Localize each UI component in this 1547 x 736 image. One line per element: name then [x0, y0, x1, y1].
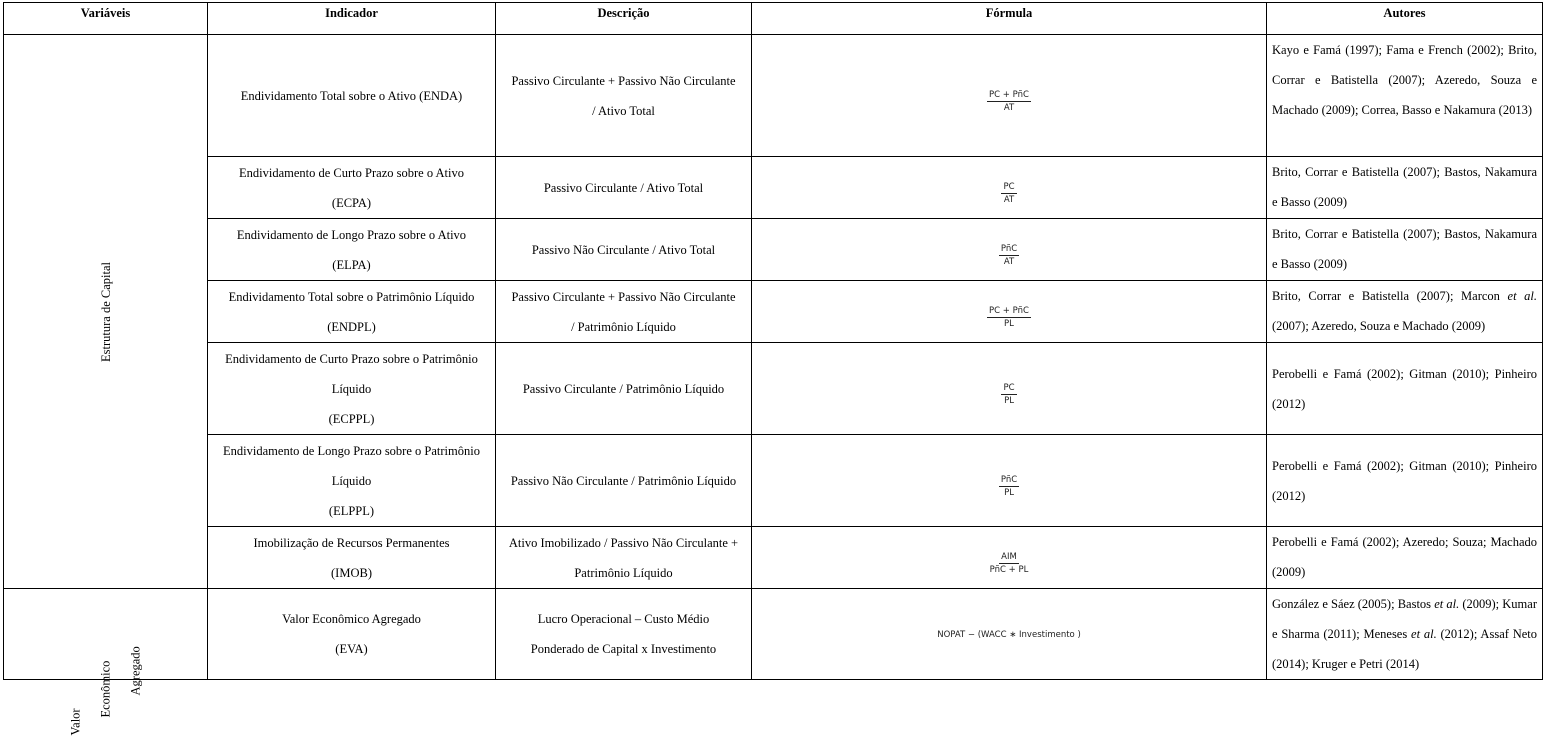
table-row — [4, 343, 1543, 435]
indicador-cell: Valor Econômico Agregado (EVA) — [208, 589, 496, 680]
table-row — [4, 435, 1543, 527]
header-autores: Autores — [1267, 3, 1543, 35]
autores-cell: González e Sáez (2005); Bastos et al. (2009); Kumar e Sharma (2011); Meneses et al. (2012); Assaf Neto (2014); Kruger e Petri (2014) — [1267, 589, 1543, 680]
descricao-cell: Passivo Circulante + Passivo Não Circulante / Ativo Total — [496, 35, 752, 157]
formula-cell — [752, 157, 1267, 219]
group-label: Estrutura de Capital — [98, 261, 113, 362]
indicador-cell: Endividamento de Curto Prazo sobre o Patrimônio Líquido (ECPPL) — [208, 343, 496, 435]
fraction: $\frac{\text{PC + PñC}}{AT}$ — [989, 89, 1029, 113]
fraction: $\frac{\text{AIM}}{\text{PñC + PL}}$ — [989, 551, 1029, 575]
formula-cell — [752, 527, 1267, 589]
table-row — [4, 157, 1543, 219]
formula-cell — [752, 589, 1267, 680]
fraction: $\frac{PC}{PL}$ — [1003, 382, 1015, 406]
header-variaveis: Variáveis — [4, 3, 208, 35]
header-indicador: Indicador — [208, 3, 496, 35]
indicador-cell: Endividamento Total sobre o Patrimônio Líquido (ENDPL) — [208, 281, 496, 343]
fraction: $\frac{\text{PC + PñC}}{PL}$ — [989, 305, 1029, 329]
formula-cell — [752, 219, 1267, 281]
fraction: $\frac{\text{PñC}}{PL}$ — [1000, 474, 1018, 498]
eva-formula: NOPAT − (WACC ∗ Investimento ) — [937, 630, 1081, 640]
variables-table — [3, 2, 1543, 736]
group-estrutura-capital — [4, 35, 208, 589]
table-row — [4, 219, 1543, 281]
formula-cell — [752, 343, 1267, 435]
descricao-cell: Lucro Operacional – Custo Médio Ponderado de Capital x Investimento — [496, 589, 752, 680]
indicador-cell: Endividamento Total sobre o Ativo (ENDA) — [208, 35, 496, 157]
formula-cell — [752, 435, 1267, 527]
descricao-cell: Passivo Circulante + Passivo Não Circulante / Patrimônio Líquido — [496, 281, 752, 343]
indicador-cell: Endividamento de Curto Prazo sobre o Ativo (ECPA) — [208, 157, 496, 219]
group-label: Valor Econômico Agregado — [68, 646, 143, 736]
autores-cell: Brito, Corrar e Batistella (2007); Bastos, Nakamura e Basso (2009) — [1267, 157, 1543, 219]
autores-cell: Perobelli e Famá (2002); Azeredo; Souza; Machado (2009) — [1267, 527, 1543, 589]
formula-cell — [752, 281, 1267, 343]
header-row — [4, 3, 1543, 35]
indicador-cell: Imobilização de Recursos Permanentes (IMOB) — [208, 527, 496, 589]
descricao-cell: Passivo Circulante / Patrimônio Líquido — [496, 343, 752, 435]
fraction: $\frac{\text{PñC}}{AT}$ — [1000, 243, 1018, 267]
descricao-cell: Ativo Imobilizado / Passivo Não Circulante + Patrimônio Líquido — [496, 527, 752, 589]
header-descricao: Descrição — [496, 3, 752, 35]
autores-cell: Brito, Corrar e Batistella (2007); Marcon et al. (2007); Azeredo, Souza e Machado (2009) — [1267, 281, 1543, 343]
descricao-cell: Passivo Circulante / Ativo Total — [496, 157, 752, 219]
autores-cell: Perobelli e Famá (2002); Gitman (2010); Pinheiro (2012) — [1267, 343, 1543, 435]
group-valor-economico-agregado — [4, 589, 208, 736]
table-row — [4, 35, 1543, 157]
autores-cell: Kayo e Famá (1997); Fama e French (2002); Brito, Corrar e Batistella (2007); Azeredo, Souza e Machado (2009); Correa, Basso e Nakamura (2013) — [1267, 35, 1543, 157]
fraction: $\frac{PC}{AT}$ — [1003, 181, 1015, 205]
autores-cell: Brito, Corrar e Batistella (2007); Bastos, Nakamura e Basso (2009) — [1267, 219, 1543, 281]
descricao-cell: Passivo Não Circulante / Patrimônio Líquido — [496, 435, 752, 527]
table-row — [4, 281, 1543, 343]
descricao-cell: Passivo Não Circulante / Ativo Total — [496, 219, 752, 281]
indicador-cell: Endividamento de Longo Prazo sobre o Ativo (ELPA) — [208, 219, 496, 281]
indicador-cell: Endividamento de Longo Prazo sobre o Patrimônio Líquido (ELPPL) — [208, 435, 496, 527]
formula-cell — [752, 35, 1267, 157]
autores-cell: Perobelli e Famá (2002); Gitman (2010); Pinheiro (2012) — [1267, 435, 1543, 527]
header-formula: Fórmula — [752, 3, 1267, 35]
table-row — [4, 589, 1543, 680]
table-row — [4, 527, 1543, 589]
